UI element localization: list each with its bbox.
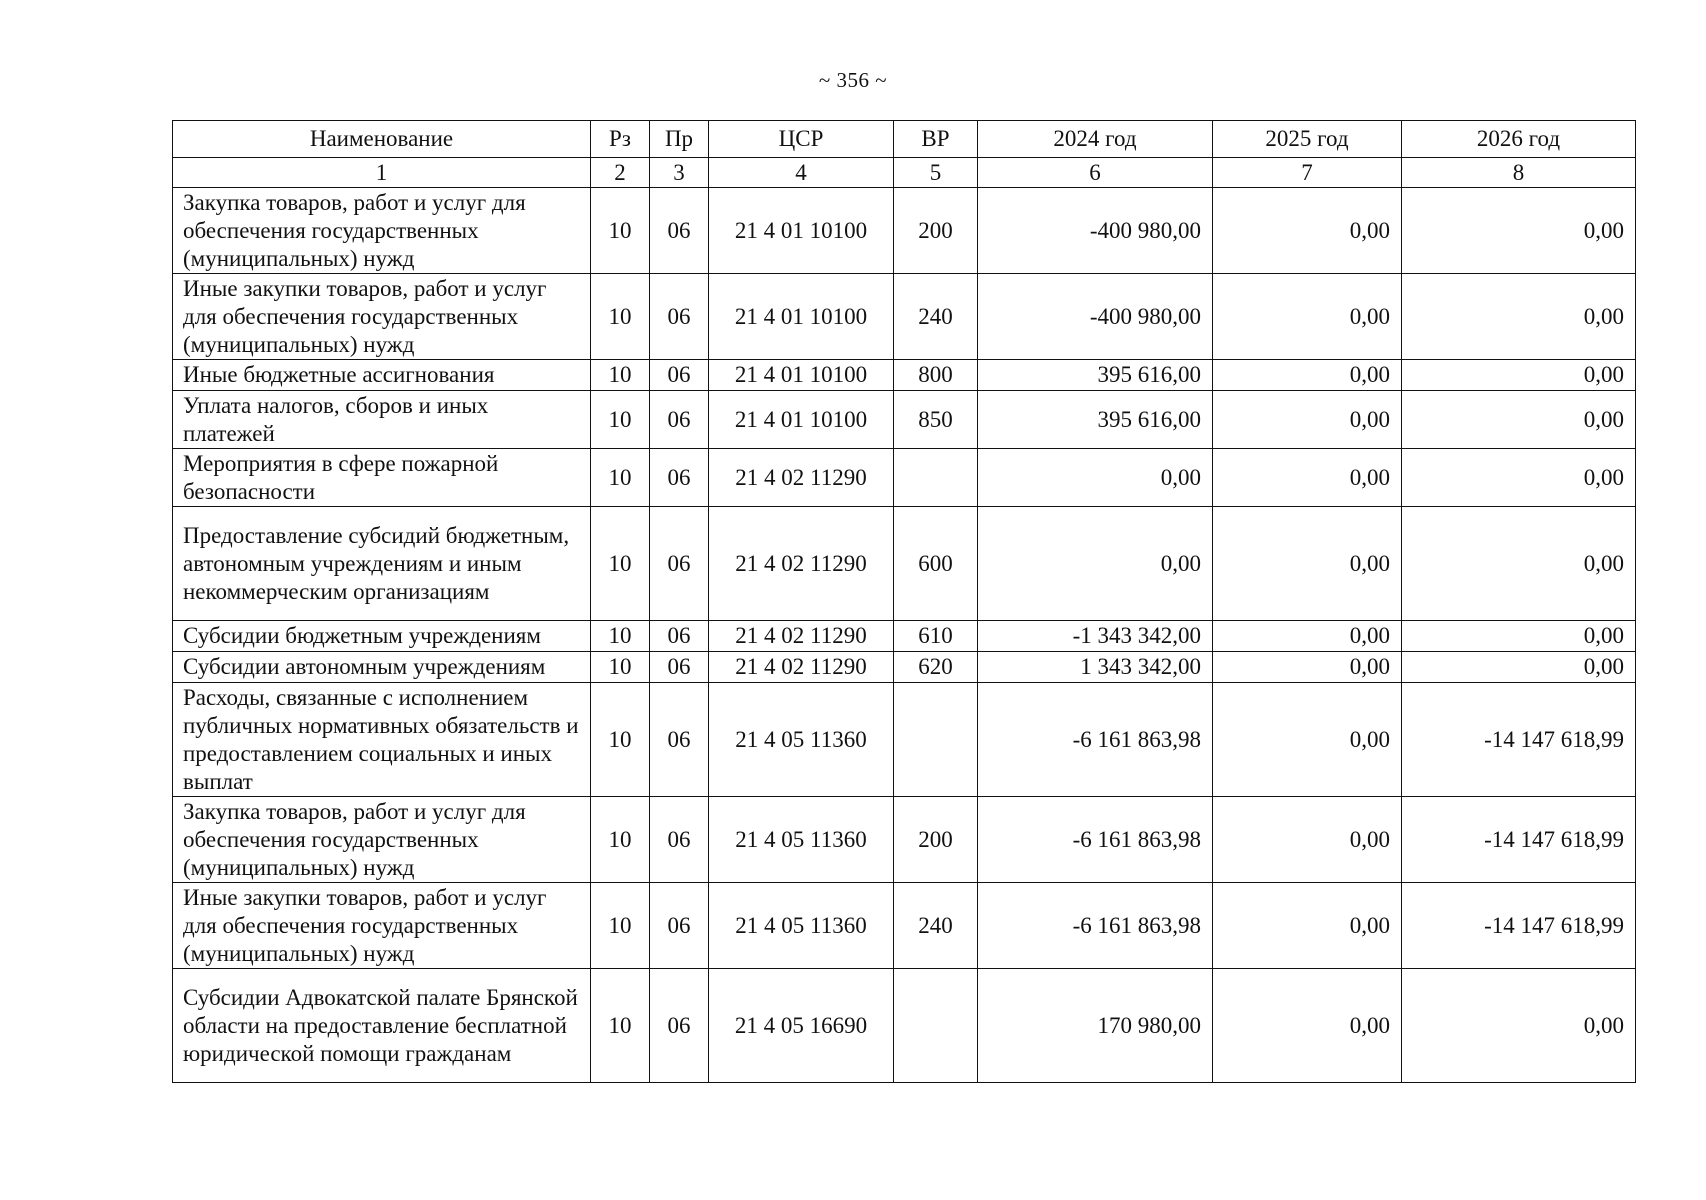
table-row	[173, 883, 1636, 969]
row-rz: 10	[591, 274, 650, 360]
row-2026: 0,00	[1402, 621, 1636, 652]
row-vr: 200	[894, 797, 978, 883]
column-number: 7	[1213, 158, 1402, 188]
page-number: ~ 356 ~	[818, 68, 888, 92]
row-pr: 06	[650, 969, 709, 1083]
table-row	[173, 391, 1636, 449]
row-pr: 06	[650, 797, 709, 883]
row-pr: 06	[650, 621, 709, 652]
row-2025: 0,00	[1213, 883, 1402, 969]
row-2026: 0,00	[1402, 188, 1636, 274]
row-vr: 620	[894, 652, 978, 683]
row-csr: 21 4 01 10100	[709, 188, 894, 274]
row-pr: 06	[650, 274, 709, 360]
header-2025: 2025 год	[1213, 121, 1402, 158]
row-2024: -400 980,00	[978, 188, 1213, 274]
row-rz: 10	[591, 883, 650, 969]
row-2024: -6 161 863,98	[978, 683, 1213, 797]
header-name: Наименование	[173, 121, 591, 158]
row-name: Субсидии автономным учреждениям	[173, 652, 591, 683]
row-2025: 0,00	[1213, 507, 1402, 621]
header-pr: Пр	[650, 121, 709, 158]
row-name: Закупка товаров, работ и услуг для обеспечения государственных (муниципальных) нужд	[173, 188, 591, 274]
row-vr: 240	[894, 883, 978, 969]
row-pr: 06	[650, 652, 709, 683]
row-2024: -400 980,00	[978, 274, 1213, 360]
row-name: Закупка товаров, работ и услуг для обеспечения государственных (муниципальных) нужд	[173, 797, 591, 883]
header-rz: Рз	[591, 121, 650, 158]
table-row	[173, 683, 1636, 797]
row-csr: 21 4 02 11290	[709, 621, 894, 652]
row-2026: 0,00	[1402, 274, 1636, 360]
column-number: 5	[894, 158, 978, 188]
row-rz: 10	[591, 969, 650, 1083]
row-pr: 06	[650, 507, 709, 621]
column-number: 4	[709, 158, 894, 188]
column-number: 2	[591, 158, 650, 188]
table-row	[173, 360, 1636, 391]
row-2026: -14 147 618,99	[1402, 797, 1636, 883]
row-rz: 10	[591, 621, 650, 652]
table-row	[173, 274, 1636, 360]
row-2026: -14 147 618,99	[1402, 683, 1636, 797]
row-2025: 0,00	[1213, 188, 1402, 274]
table-row	[173, 652, 1636, 683]
header-vr: ВР	[894, 121, 978, 158]
row-2025: 0,00	[1213, 652, 1402, 683]
row-2024: 170 980,00	[978, 969, 1213, 1083]
row-2025: 0,00	[1213, 621, 1402, 652]
row-name: Мероприятия в сфере пожарной безопасности	[173, 449, 591, 507]
row-csr: 21 4 05 11360	[709, 883, 894, 969]
row-rz: 10	[591, 391, 650, 449]
row-rz: 10	[591, 683, 650, 797]
row-2025: 0,00	[1213, 274, 1402, 360]
row-2026: 0,00	[1402, 969, 1636, 1083]
row-pr: 06	[650, 883, 709, 969]
row-2024: 1 343 342,00	[978, 652, 1213, 683]
row-vr	[894, 969, 978, 1083]
row-2025: 0,00	[1213, 391, 1402, 449]
header-2026: 2026 год	[1402, 121, 1636, 158]
row-rz: 10	[591, 449, 650, 507]
table-row	[173, 797, 1636, 883]
row-name: Предоставление субсидий бюджетным, автономным учреждениям и иным некоммерческим организациям	[173, 507, 591, 621]
header-row	[173, 121, 1636, 158]
row-rz: 10	[591, 360, 650, 391]
row-vr: 850	[894, 391, 978, 449]
row-name: Иные бюджетные ассигнования	[173, 360, 591, 391]
row-2024: 395 616,00	[978, 391, 1213, 449]
row-name: Расходы, связанные с исполнением публичных нормативных обязательств и предоставлением социальных и иных выплат	[173, 683, 591, 797]
table-row	[173, 969, 1636, 1083]
row-name: Субсидии Адвокатской палате Брянской области на предоставление бесплатной юридической помощи гражданам	[173, 969, 591, 1083]
row-csr: 21 4 01 10100	[709, 360, 894, 391]
column-number: 1	[173, 158, 591, 188]
row-2024: 395 616,00	[978, 360, 1213, 391]
row-name: Иные закупки товаров, работ и услуг для обеспечения государственных (муниципальных) нужд	[173, 274, 591, 360]
row-2025: 0,00	[1213, 449, 1402, 507]
row-2024: -1 343 342,00	[978, 621, 1213, 652]
row-2024: 0,00	[978, 507, 1213, 621]
row-rz: 10	[591, 507, 650, 621]
row-name: Иные закупки товаров, работ и услуг для обеспечения государственных (муниципальных) нужд	[173, 883, 591, 969]
row-2024: -6 161 863,98	[978, 883, 1213, 969]
row-vr: 240	[894, 274, 978, 360]
row-2024: -6 161 863,98	[978, 797, 1213, 883]
column-number-row	[173, 158, 1636, 188]
row-csr: 21 4 02 11290	[709, 449, 894, 507]
row-2026: 0,00	[1402, 360, 1636, 391]
row-csr: 21 4 02 11290	[709, 652, 894, 683]
row-2026: 0,00	[1402, 652, 1636, 683]
row-2026: 0,00	[1402, 391, 1636, 449]
table-row	[173, 449, 1636, 507]
row-csr: 21 4 01 10100	[709, 391, 894, 449]
column-number: 6	[978, 158, 1213, 188]
row-2025: 0,00	[1213, 683, 1402, 797]
row-2025: 0,00	[1213, 797, 1402, 883]
row-vr: 600	[894, 507, 978, 621]
header-2024: 2024 год	[978, 121, 1213, 158]
table-row	[173, 621, 1636, 652]
row-name: Уплата налогов, сборов и иных платежей	[173, 391, 591, 449]
row-csr: 21 4 01 10100	[709, 274, 894, 360]
row-pr: 06	[650, 449, 709, 507]
row-vr: 200	[894, 188, 978, 274]
column-number: 8	[1402, 158, 1636, 188]
row-vr: 800	[894, 360, 978, 391]
row-pr: 06	[650, 360, 709, 391]
row-2026: 0,00	[1402, 507, 1636, 621]
row-pr: 06	[650, 391, 709, 449]
row-csr: 21 4 05 11360	[709, 797, 894, 883]
row-2026: 0,00	[1402, 449, 1636, 507]
table-row	[173, 188, 1636, 274]
row-csr: 21 4 05 16690	[709, 969, 894, 1083]
column-number: 3	[650, 158, 709, 188]
row-vr	[894, 449, 978, 507]
header-csr: ЦСР	[709, 121, 894, 158]
row-vr: 610	[894, 621, 978, 652]
row-2025: 0,00	[1213, 969, 1402, 1083]
table-row	[173, 507, 1636, 621]
row-rz: 10	[591, 652, 650, 683]
row-name: Субсидии бюджетным учреждениям	[173, 621, 591, 652]
row-pr: 06	[650, 683, 709, 797]
row-rz: 10	[591, 188, 650, 274]
row-2026: -14 147 618,99	[1402, 883, 1636, 969]
row-2025: 0,00	[1213, 360, 1402, 391]
row-csr: 21 4 05 11360	[709, 683, 894, 797]
row-csr: 21 4 02 11290	[709, 507, 894, 621]
row-vr	[894, 683, 978, 797]
row-2024: 0,00	[978, 449, 1213, 507]
budget-table	[172, 120, 1636, 1083]
row-pr: 06	[650, 188, 709, 274]
row-rz: 10	[591, 797, 650, 883]
